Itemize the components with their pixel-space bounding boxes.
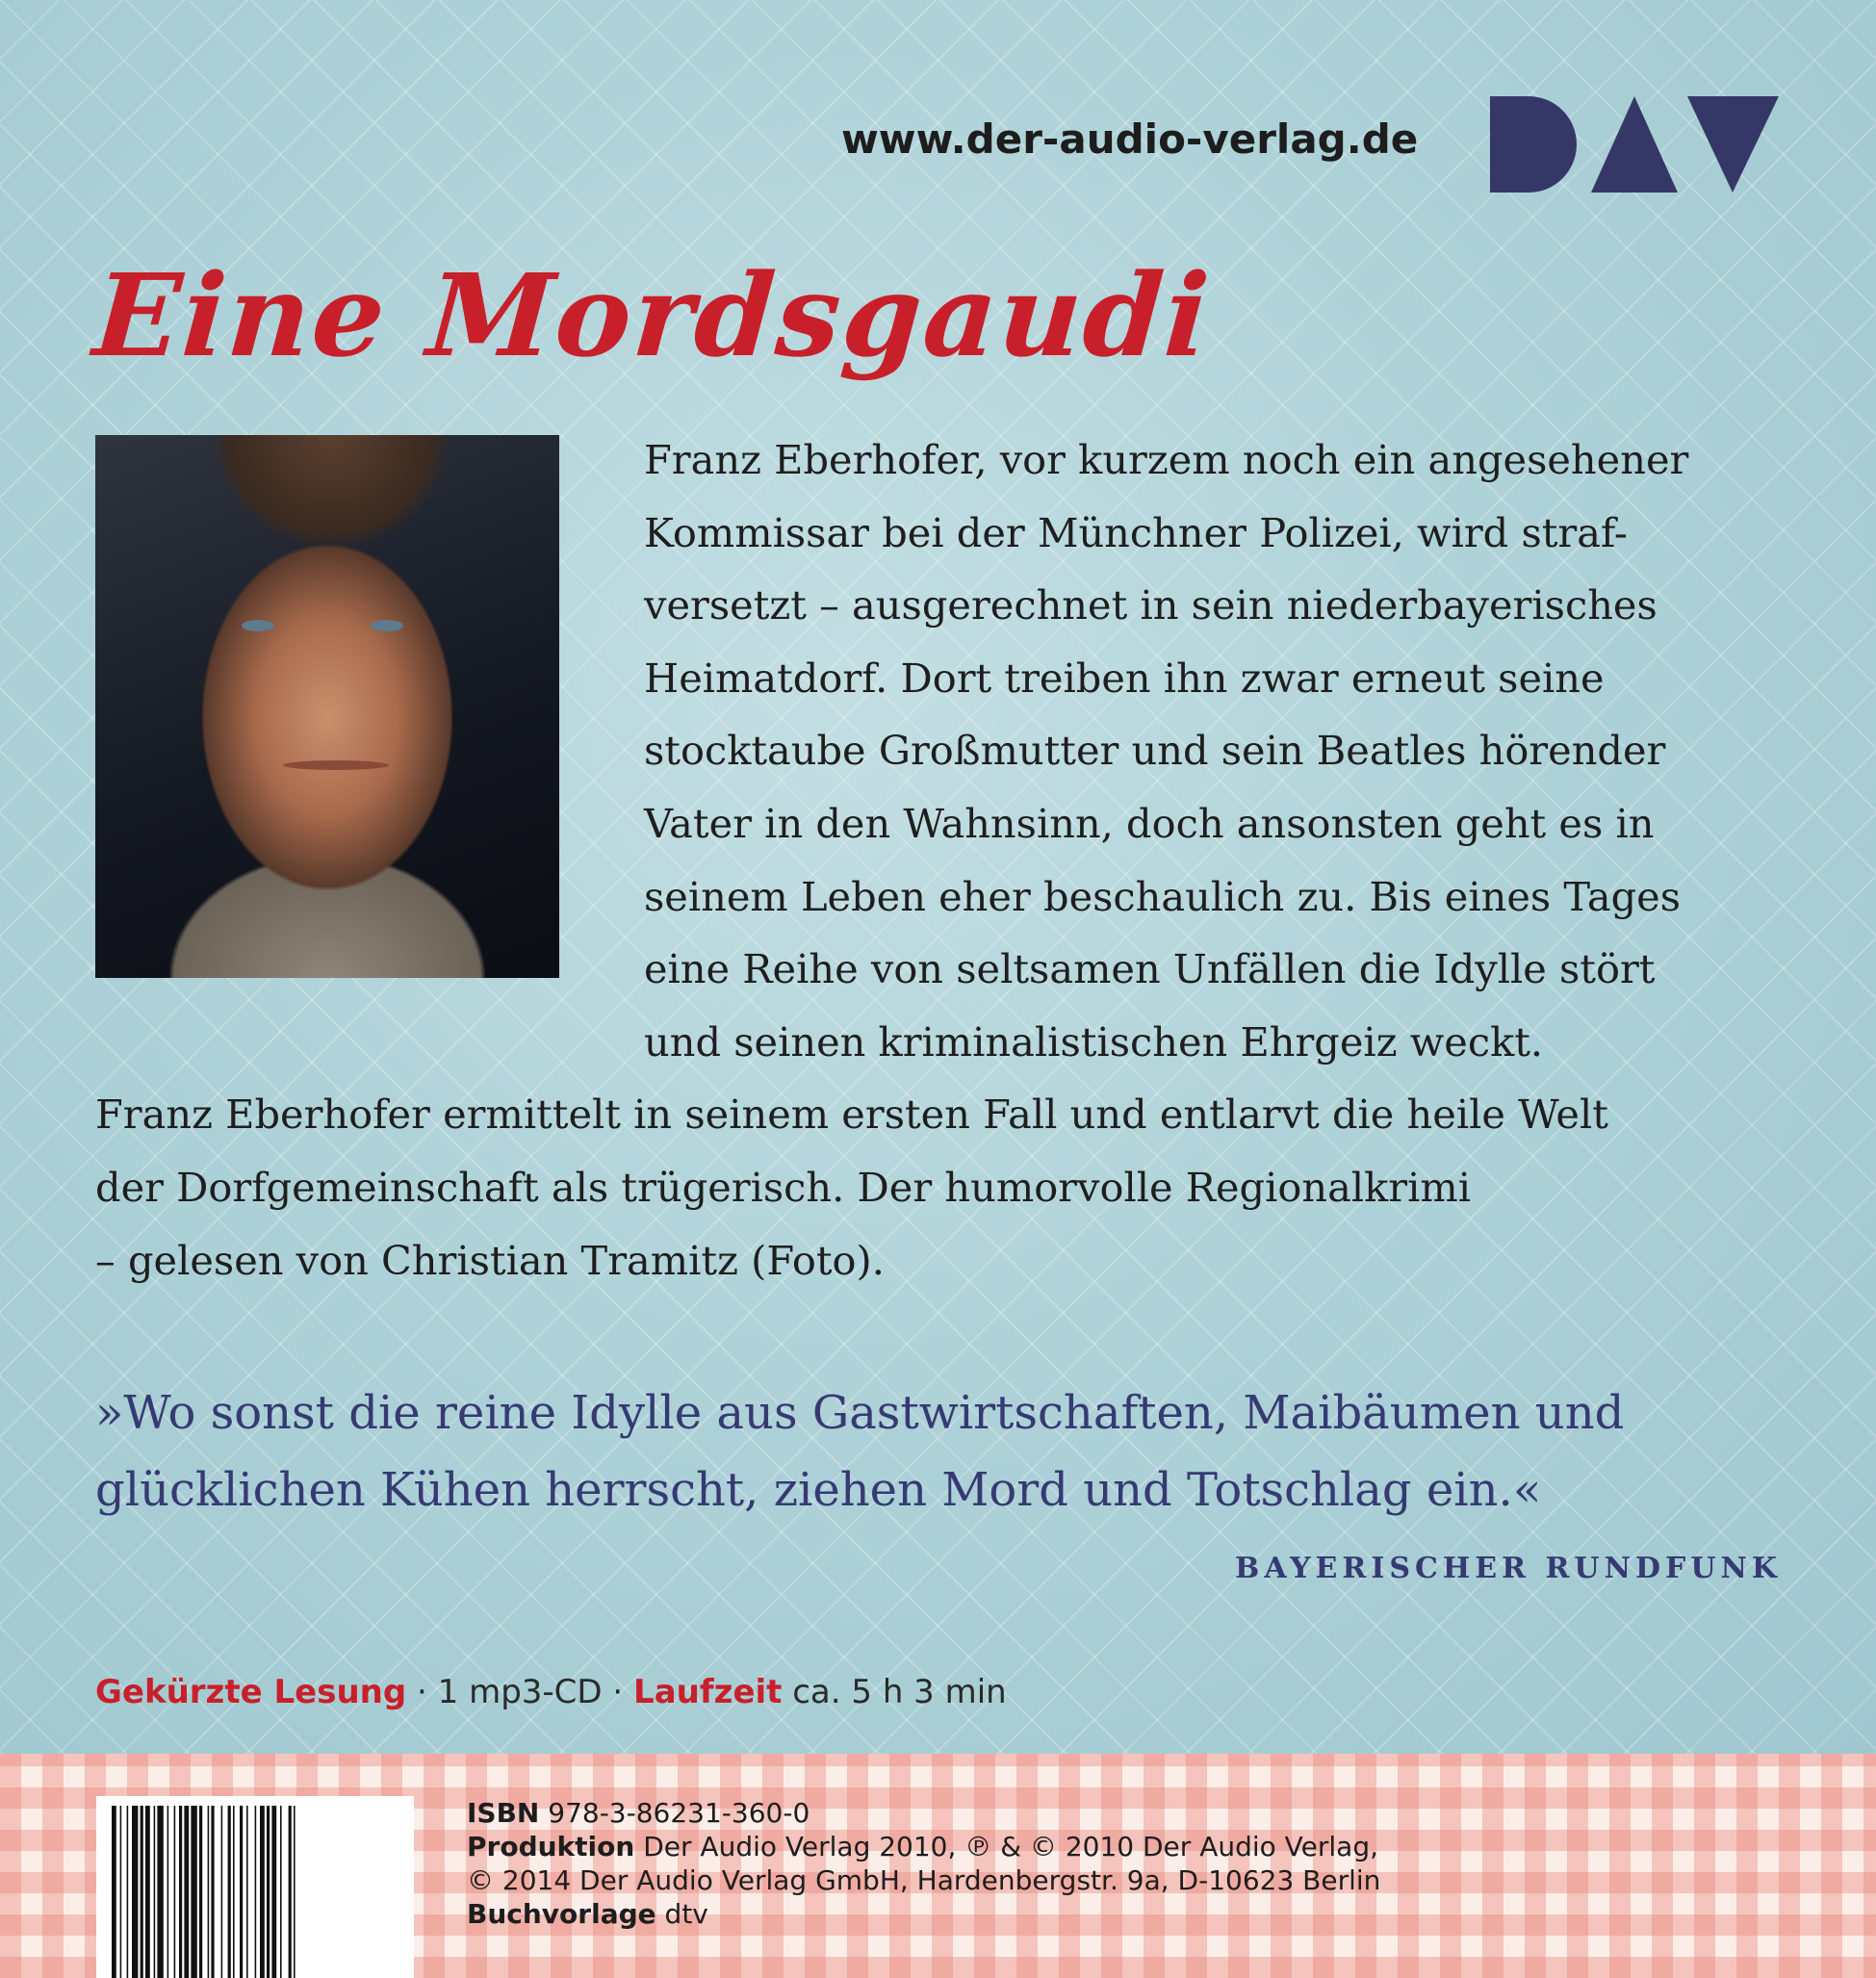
barcode-bar <box>294 1806 296 1978</box>
barcode-bar <box>260 1806 265 1978</box>
barcode-bar <box>240 1806 243 1978</box>
barcode-bar <box>199 1806 202 1978</box>
runtime-label: Laufzeit <box>633 1673 783 1711</box>
source-value: dtv <box>655 1898 708 1930</box>
barcode-bar <box>228 1806 231 1978</box>
description-line: stocktaube Großmutter und sein Beatles hörender <box>644 727 1666 775</box>
description-line: eine Reihe von seltsamen Unfällen die Idylle stört <box>644 945 1656 993</box>
description-line: Kommissar bei der Münchner Polizei, wird straf- <box>644 508 1628 556</box>
description-line: – gelesen von Christian Tramitz (Foto). <box>95 1236 885 1284</box>
description-line: Franz Eberhofer, vor kurzem noch ein angesehener <box>644 436 1689 483</box>
barcode-bar <box>145 1806 150 1978</box>
logo-letter-v <box>1687 96 1779 193</box>
barcode-bar <box>208 1806 210 1978</box>
quote-line: »Wo sonst die reine Idylle aus Gastwirtschaften, Maibäumen und <box>95 1386 1625 1440</box>
publisher-url[interactable]: www.der-audio-verlag.de <box>841 116 1419 163</box>
production-label: Produktion <box>467 1831 635 1862</box>
review-quote <box>95 1374 1789 1528</box>
barcode-bar <box>255 1806 257 1978</box>
barcode-bar <box>191 1806 196 1978</box>
isbn-row <box>467 1796 1380 1830</box>
description-line: Vater in den Wahnsinn, doch ansonsten geht es in <box>644 799 1655 847</box>
barcode-bar <box>233 1806 235 1978</box>
product-meta <box>95 1673 1007 1711</box>
format-label: Gekürzte Lesung <box>95 1673 407 1711</box>
barcode-bar <box>184 1806 189 1978</box>
description-line: und seinen kriminalistischen Ehrgeiz weckt. <box>644 1017 1544 1066</box>
isbn-label: ISBN <box>467 1797 540 1829</box>
description-line: der Dorfgemeinschaft als trügerisch. Der humorvolle Regionalkrimi <box>95 1163 1471 1211</box>
production-row <box>467 1830 1380 1863</box>
meta-separator: · <box>602 1673 634 1711</box>
barcode-bar <box>132 1806 138 1978</box>
barcode-bar <box>167 1806 169 1978</box>
barcode-bar <box>271 1806 276 1978</box>
isbn-value: 978-3-86231-360-0 <box>539 1797 810 1829</box>
barcode <box>96 1796 414 1978</box>
barcode-bar <box>157 1806 163 1978</box>
source-label: Buchvorlage <box>467 1898 656 1930</box>
quote-line: glücklichen Kühen herrscht, ziehen Mord und Totschlag ein.« <box>95 1463 1542 1517</box>
source-row <box>467 1897 1380 1931</box>
quote-source: BAYERISCHER RUNDFUNK <box>1234 1552 1782 1585</box>
description-line: Franz Eberhofer ermittelt in seinem ersten Fall und entlarvt die heile Welt <box>95 1091 1608 1139</box>
barcode-bar <box>280 1806 282 1978</box>
book-title: Eine Mordsgaudi <box>90 248 1216 382</box>
barcode-bar <box>267 1806 270 1978</box>
barcode-bar <box>154 1806 156 1978</box>
description-line: Heimatdorf. Dort treiben ihn zwar erneut seine <box>644 654 1605 702</box>
barcode-bar <box>221 1806 223 1978</box>
runtime-value: ca. 5 h 3 min <box>782 1673 1007 1711</box>
disc-count: 1 mp3-CD <box>437 1673 603 1711</box>
dav-logo <box>1490 96 1779 193</box>
barcode-bar <box>174 1806 176 1978</box>
logo-letter-a <box>1591 96 1678 193</box>
barcode-bar <box>179 1806 182 1978</box>
logo-letter-d <box>1490 96 1577 193</box>
description-line: seinem Leben eher beschaulich zu. Bis eines Tages <box>644 872 1682 920</box>
barcode-bar <box>289 1806 292 1978</box>
imprint <box>467 1796 1380 1931</box>
barcode-bars <box>110 1806 400 1978</box>
barcode-bar <box>211 1806 214 1978</box>
barcode-bar <box>141 1806 143 1978</box>
meta-separator: · <box>406 1673 438 1711</box>
barcode-bar <box>127 1806 129 1978</box>
barcode-bar <box>246 1806 248 1978</box>
barcode-bar <box>120 1806 122 1978</box>
barcode-bar <box>112 1806 116 1978</box>
description-line: versetzt – ausgerechnet in sein niederbayerisches <box>644 581 1658 629</box>
production-value: Der Audio Verlag 2010, ℗ & © 2010 Der Audio Verlag, <box>634 1831 1379 1862</box>
description <box>95 424 1789 1297</box>
copyright-row: © 2014 Der Audio Verlag GmbH, Hardenbergstr. 9a, D-10623 Berlin <box>467 1864 1381 1896</box>
